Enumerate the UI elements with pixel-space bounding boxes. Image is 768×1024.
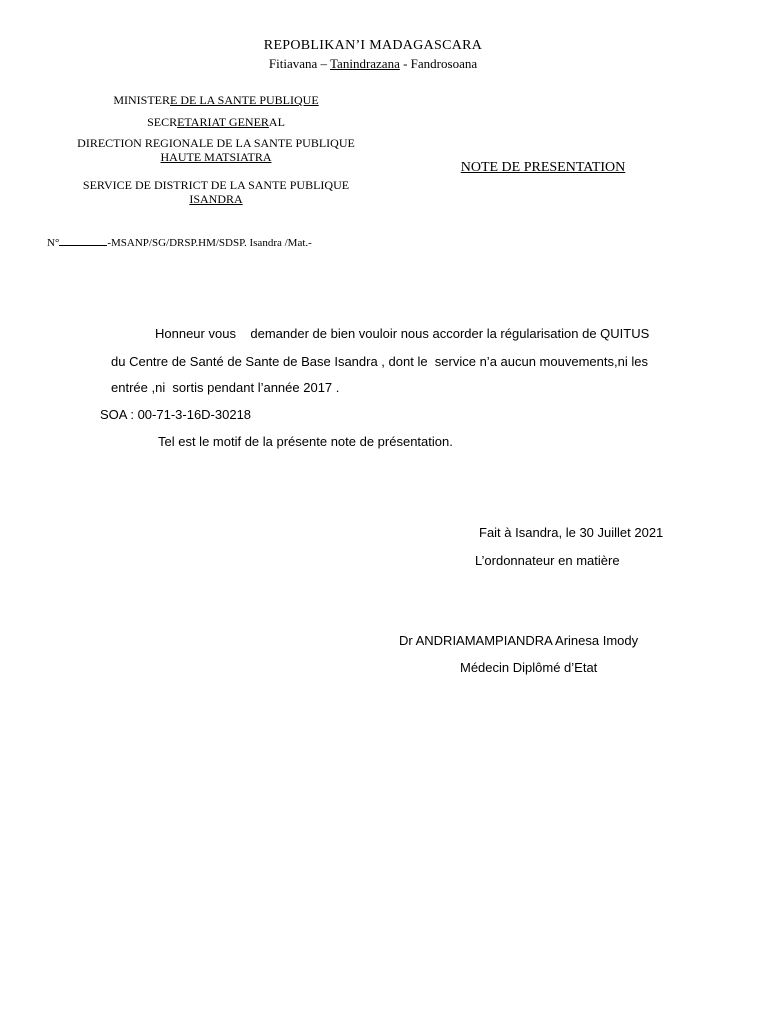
body-line-3: entrée ,ni sortis pendant l’année 2017 .: [111, 380, 340, 395]
secretariat-line: [147, 115, 285, 130]
direction-line-2: HAUTE MATSIATRA: [160, 150, 272, 164]
country-name: REPOBLIKAN’I MADAGASCARA: [263, 38, 483, 53]
motto-part-2: Tanindrazana: [330, 56, 400, 71]
document-title: NOTE DE PRESENTATION: [460, 160, 626, 175]
secretariat-part-a: SECR: [147, 115, 178, 129]
signatory-role: L’ordonnateur en matière: [475, 553, 620, 568]
reference-prefix: N°: [47, 237, 60, 249]
ministry-part-a: MINISTER: [113, 93, 170, 107]
service-line-1: SERVICE DE DISTRICT DE LA SANTE PUBLIQUE: [82, 178, 350, 192]
secretariat-part-c: AL: [268, 115, 285, 129]
body-line-2: du Centre de Santé de Sante de Base Isandra , dont le service n’a aucun mouvements,ni les: [111, 354, 648, 369]
motto-part-1: Fitiavana –: [268, 56, 331, 71]
signatory-name: Dr ANDRIAMAMPIANDRA Arinesa Imody: [399, 633, 639, 648]
body-line-1: Honneur vous demander de bien vouloir nous accorder la régularisation de QUITUS: [155, 326, 650, 341]
soa-code: SOA : 00-71-3-16D-30218: [100, 407, 252, 422]
service-line-2: ISANDRA: [189, 192, 243, 206]
direction-line-1: DIRECTION REGIONALE DE LA SANTE PUBLIQUE: [77, 136, 355, 150]
ministry-line: [113, 93, 318, 108]
reference-suffix: -MSANP/SG/DRSP.HM/SDSP. Isandra /Mat.-: [107, 237, 312, 249]
national-motto: [269, 56, 477, 72]
closing-sentence: Tel est le motif de la présente note de présentation.: [158, 434, 453, 449]
secretariat-part-b: ETARIAT GENER: [177, 115, 269, 129]
reference-blank: [59, 235, 107, 246]
ministry-part-b: E DE LA SANTE PUBLIQUE: [170, 93, 319, 107]
place-date: Fait à Isandra, le 30 Juillet 2021: [479, 525, 664, 540]
reference-number: [47, 235, 312, 249]
signatory-title: Médecin Diplômé d’Etat: [460, 660, 598, 675]
motto-part-3: - Fandrosoana: [399, 56, 478, 71]
